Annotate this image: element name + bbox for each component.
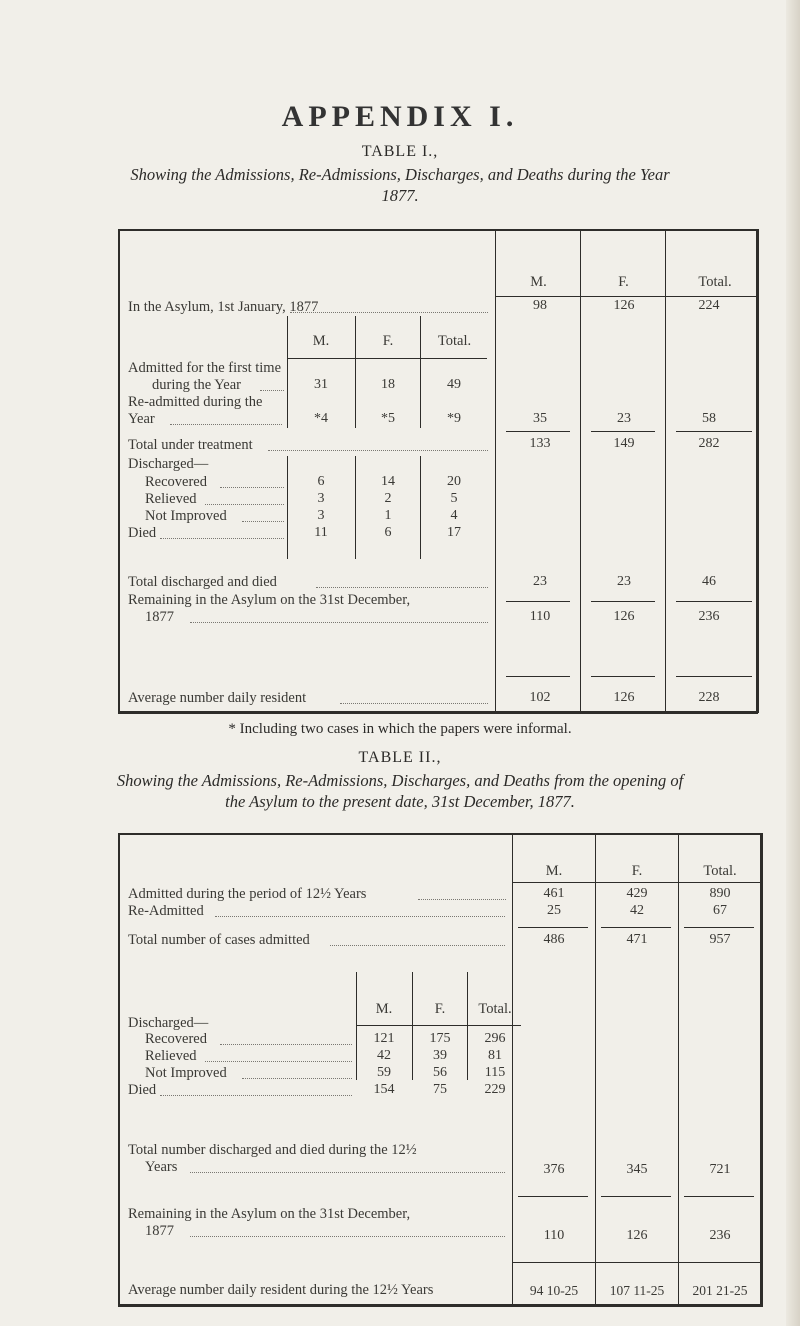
table1-row-readmitted-label-1: Re-admitted during the xyxy=(128,394,263,410)
table2-row-recovered-label: Recovered xyxy=(145,1031,207,1047)
table1-remaining-total: 236 xyxy=(698,609,720,624)
table1-subtitle-line2: 1877. xyxy=(381,186,419,205)
table1-row-discharged-label: Discharged— xyxy=(128,456,209,472)
table2-sub-col-f: F. xyxy=(434,1001,446,1017)
table1-average-total: 228 xyxy=(698,690,720,705)
table2-col-f: F. xyxy=(631,863,643,879)
table1-row-remaining-label-2: 1877 xyxy=(145,609,174,625)
table1-sub-col-total: Total. xyxy=(437,333,472,349)
table2-readmitted-m: 25 xyxy=(547,903,561,918)
table1-sub-col-m: M. xyxy=(312,333,330,349)
table2-remaining-total: 236 xyxy=(709,1228,731,1243)
table1-admissions-total: 58 xyxy=(702,411,716,426)
table1-relieved-total: 5 xyxy=(450,491,458,506)
table2-total-admitted-total: 957 xyxy=(709,932,731,947)
table2-admitted-m: 461 xyxy=(543,886,565,901)
table2-died-f: 75 xyxy=(433,1082,447,1097)
table2-average-total: 201 21-25 xyxy=(692,1283,748,1298)
table2-not-improved-m: 59 xyxy=(377,1065,391,1080)
table1-not-improved-f: 1 xyxy=(384,508,392,523)
table2-row-admitted-label: Admitted during the period of 12½ Years xyxy=(128,886,367,902)
table2-total-admitted-f: 471 xyxy=(626,932,648,947)
table2-readmitted-f: 42 xyxy=(630,903,644,918)
table1-col-total: Total. xyxy=(698,274,732,290)
table2-row-not-improved-label: Not Improved xyxy=(145,1065,227,1081)
table1-row-remaining-label-1: Remaining in the Asylum on the 31st December, xyxy=(128,592,411,608)
table2-title: TABLE II., xyxy=(358,749,442,766)
table2-row-total-admitted-label: Total number of cases admitted xyxy=(128,932,310,948)
table2-row-relieved-label: Relieved xyxy=(145,1048,197,1064)
table2-not-improved-total: 115 xyxy=(484,1065,506,1080)
table1-row-admitted-label-1: Admitted for the first time xyxy=(128,360,282,376)
table1-row-january-label: In the Asylum, 1st January, 1877 xyxy=(128,299,319,315)
table2-died-total: 229 xyxy=(484,1082,506,1097)
table2-not-improved-f: 56 xyxy=(433,1065,447,1080)
table1-january-f: 126 xyxy=(613,298,635,313)
table1-col-f: F. xyxy=(618,274,629,290)
table1-under-treatment-f: 149 xyxy=(613,436,635,451)
table2-total-discharged-f: 345 xyxy=(626,1162,648,1177)
table1-readmitted-total: *9 xyxy=(447,411,461,426)
table2-relieved-m: 42 xyxy=(377,1048,391,1063)
table2-relieved-total: 81 xyxy=(488,1048,502,1063)
table2-relieved-f: 39 xyxy=(433,1048,447,1063)
table2-row-average-label: Average number daily resident during the 12½ Years xyxy=(128,1282,434,1298)
table2-col-total: Total. xyxy=(703,863,737,879)
table1-row-recovered-label: Recovered xyxy=(145,474,207,490)
table1-remaining-m: 110 xyxy=(529,609,551,624)
table1-under-treatment-m: 133 xyxy=(529,436,551,451)
table2-recovered-f: 175 xyxy=(429,1031,451,1046)
table2-row-total-discharged-label-1: Total number discharged and died during the 12½ xyxy=(128,1142,417,1158)
table1-row-relieved-label: Relieved xyxy=(145,491,197,507)
table2-readmitted-total: 67 xyxy=(713,903,727,918)
table2-admitted-total: 890 xyxy=(709,886,731,901)
table1-not-improved-m: 3 xyxy=(317,508,325,523)
table2-row-remaining-label-2: 1877 xyxy=(145,1223,174,1239)
table2-row-readmitted-label: Re-Admitted xyxy=(128,903,204,919)
table1-row-admitted-label-2: during the Year xyxy=(152,377,242,393)
table2-total-discharged-m: 376 xyxy=(543,1162,565,1177)
table2-col-m: M. xyxy=(545,863,563,879)
table1-row-readmitted-label-2: Year xyxy=(128,411,155,427)
table1-row-average-label: Average number daily resident xyxy=(128,690,307,706)
table2-row-total-discharged-label-2: Years xyxy=(145,1159,178,1175)
appendix-heading: APPENDIX I. xyxy=(281,100,519,133)
table2-average-f: 107 11-25 xyxy=(609,1283,665,1298)
table1-relieved-f: 2 xyxy=(384,491,392,506)
table1-died-f: 6 xyxy=(384,525,392,540)
table1-readmitted-f: *5 xyxy=(381,411,395,426)
table2-total-discharged-total: 721 xyxy=(709,1162,731,1177)
table1-remaining-f: 126 xyxy=(613,609,635,624)
table1-readmitted-m: *4 xyxy=(314,411,328,426)
table2-sub-col-total: Total. xyxy=(478,1001,512,1017)
table1-subtitle-line1: Showing the Admissions, Re-Admissions, Discharges, and Deaths during the Year xyxy=(130,165,670,184)
table1-admissions-f: 23 xyxy=(617,411,631,426)
table1-total-discharged-m: 23 xyxy=(533,574,547,589)
table1-under-treatment-total: 282 xyxy=(698,436,720,451)
table2-recovered-total: 296 xyxy=(484,1031,506,1046)
table2-row-discharged-label: Discharged— xyxy=(128,1015,209,1031)
table1-title: TABLE I., xyxy=(361,143,439,160)
table1-admitted-m: 31 xyxy=(314,377,328,392)
table1-row-died-label: Died xyxy=(128,525,157,541)
table2-subtitle-line2: the Asylum to the present date, 31st December, 1877. xyxy=(225,792,575,811)
table2-recovered-m: 121 xyxy=(373,1031,395,1046)
table1-not-improved-total: 4 xyxy=(450,508,458,523)
table2-average-m: 94 10-25 xyxy=(529,1283,579,1298)
table1-recovered-f: 14 xyxy=(381,474,395,489)
table1-died-total: 17 xyxy=(447,525,461,540)
table1-admitted-total: 49 xyxy=(447,377,461,392)
table2-subtitle-line1: Showing the Admissions, Re-Admissions, Discharges, and Deaths from the opening of xyxy=(116,771,684,790)
table1-january-total: 224 xyxy=(698,298,720,313)
table2-admitted-f: 429 xyxy=(626,886,648,901)
table2-died-m: 154 xyxy=(373,1082,395,1097)
table2-remaining-m: 110 xyxy=(543,1228,565,1243)
table1-total-discharged-total: 46 xyxy=(702,574,716,589)
table2-row-died-label: Died xyxy=(128,1082,157,1098)
table1-row-total-discharged-label: Total discharged and died xyxy=(128,574,277,590)
table1-admissions-m: 35 xyxy=(533,411,547,426)
table1-admitted-f: 18 xyxy=(381,377,395,392)
table2-remaining-f: 126 xyxy=(626,1228,648,1243)
table1-average-f: 126 xyxy=(613,690,635,705)
table1-col-m: M. xyxy=(530,274,547,290)
table1-relieved-m: 3 xyxy=(317,491,325,506)
table1-died-m: 11 xyxy=(314,525,328,540)
table1-total-discharged-f: 23 xyxy=(617,574,631,589)
table1-average-m: 102 xyxy=(529,690,551,705)
table1-january-m: 98 xyxy=(533,298,547,313)
table2-sub-col-m: M. xyxy=(375,1001,393,1017)
table1-row-under-treatment-label: Total under treatment xyxy=(128,437,253,453)
table1-recovered-m: 6 xyxy=(317,474,325,489)
table2-row-remaining-label-1: Remaining in the Asylum on the 31st December, xyxy=(128,1206,411,1222)
table1-footnote: * Including two cases in which the papers were informal. xyxy=(228,721,572,737)
table2-total-admitted-m: 486 xyxy=(543,932,565,947)
table1-row-not-improved-label: Not Improved xyxy=(145,508,227,524)
table1-sub-col-f: F. xyxy=(382,333,394,349)
table1-recovered-total: 20 xyxy=(447,474,461,489)
